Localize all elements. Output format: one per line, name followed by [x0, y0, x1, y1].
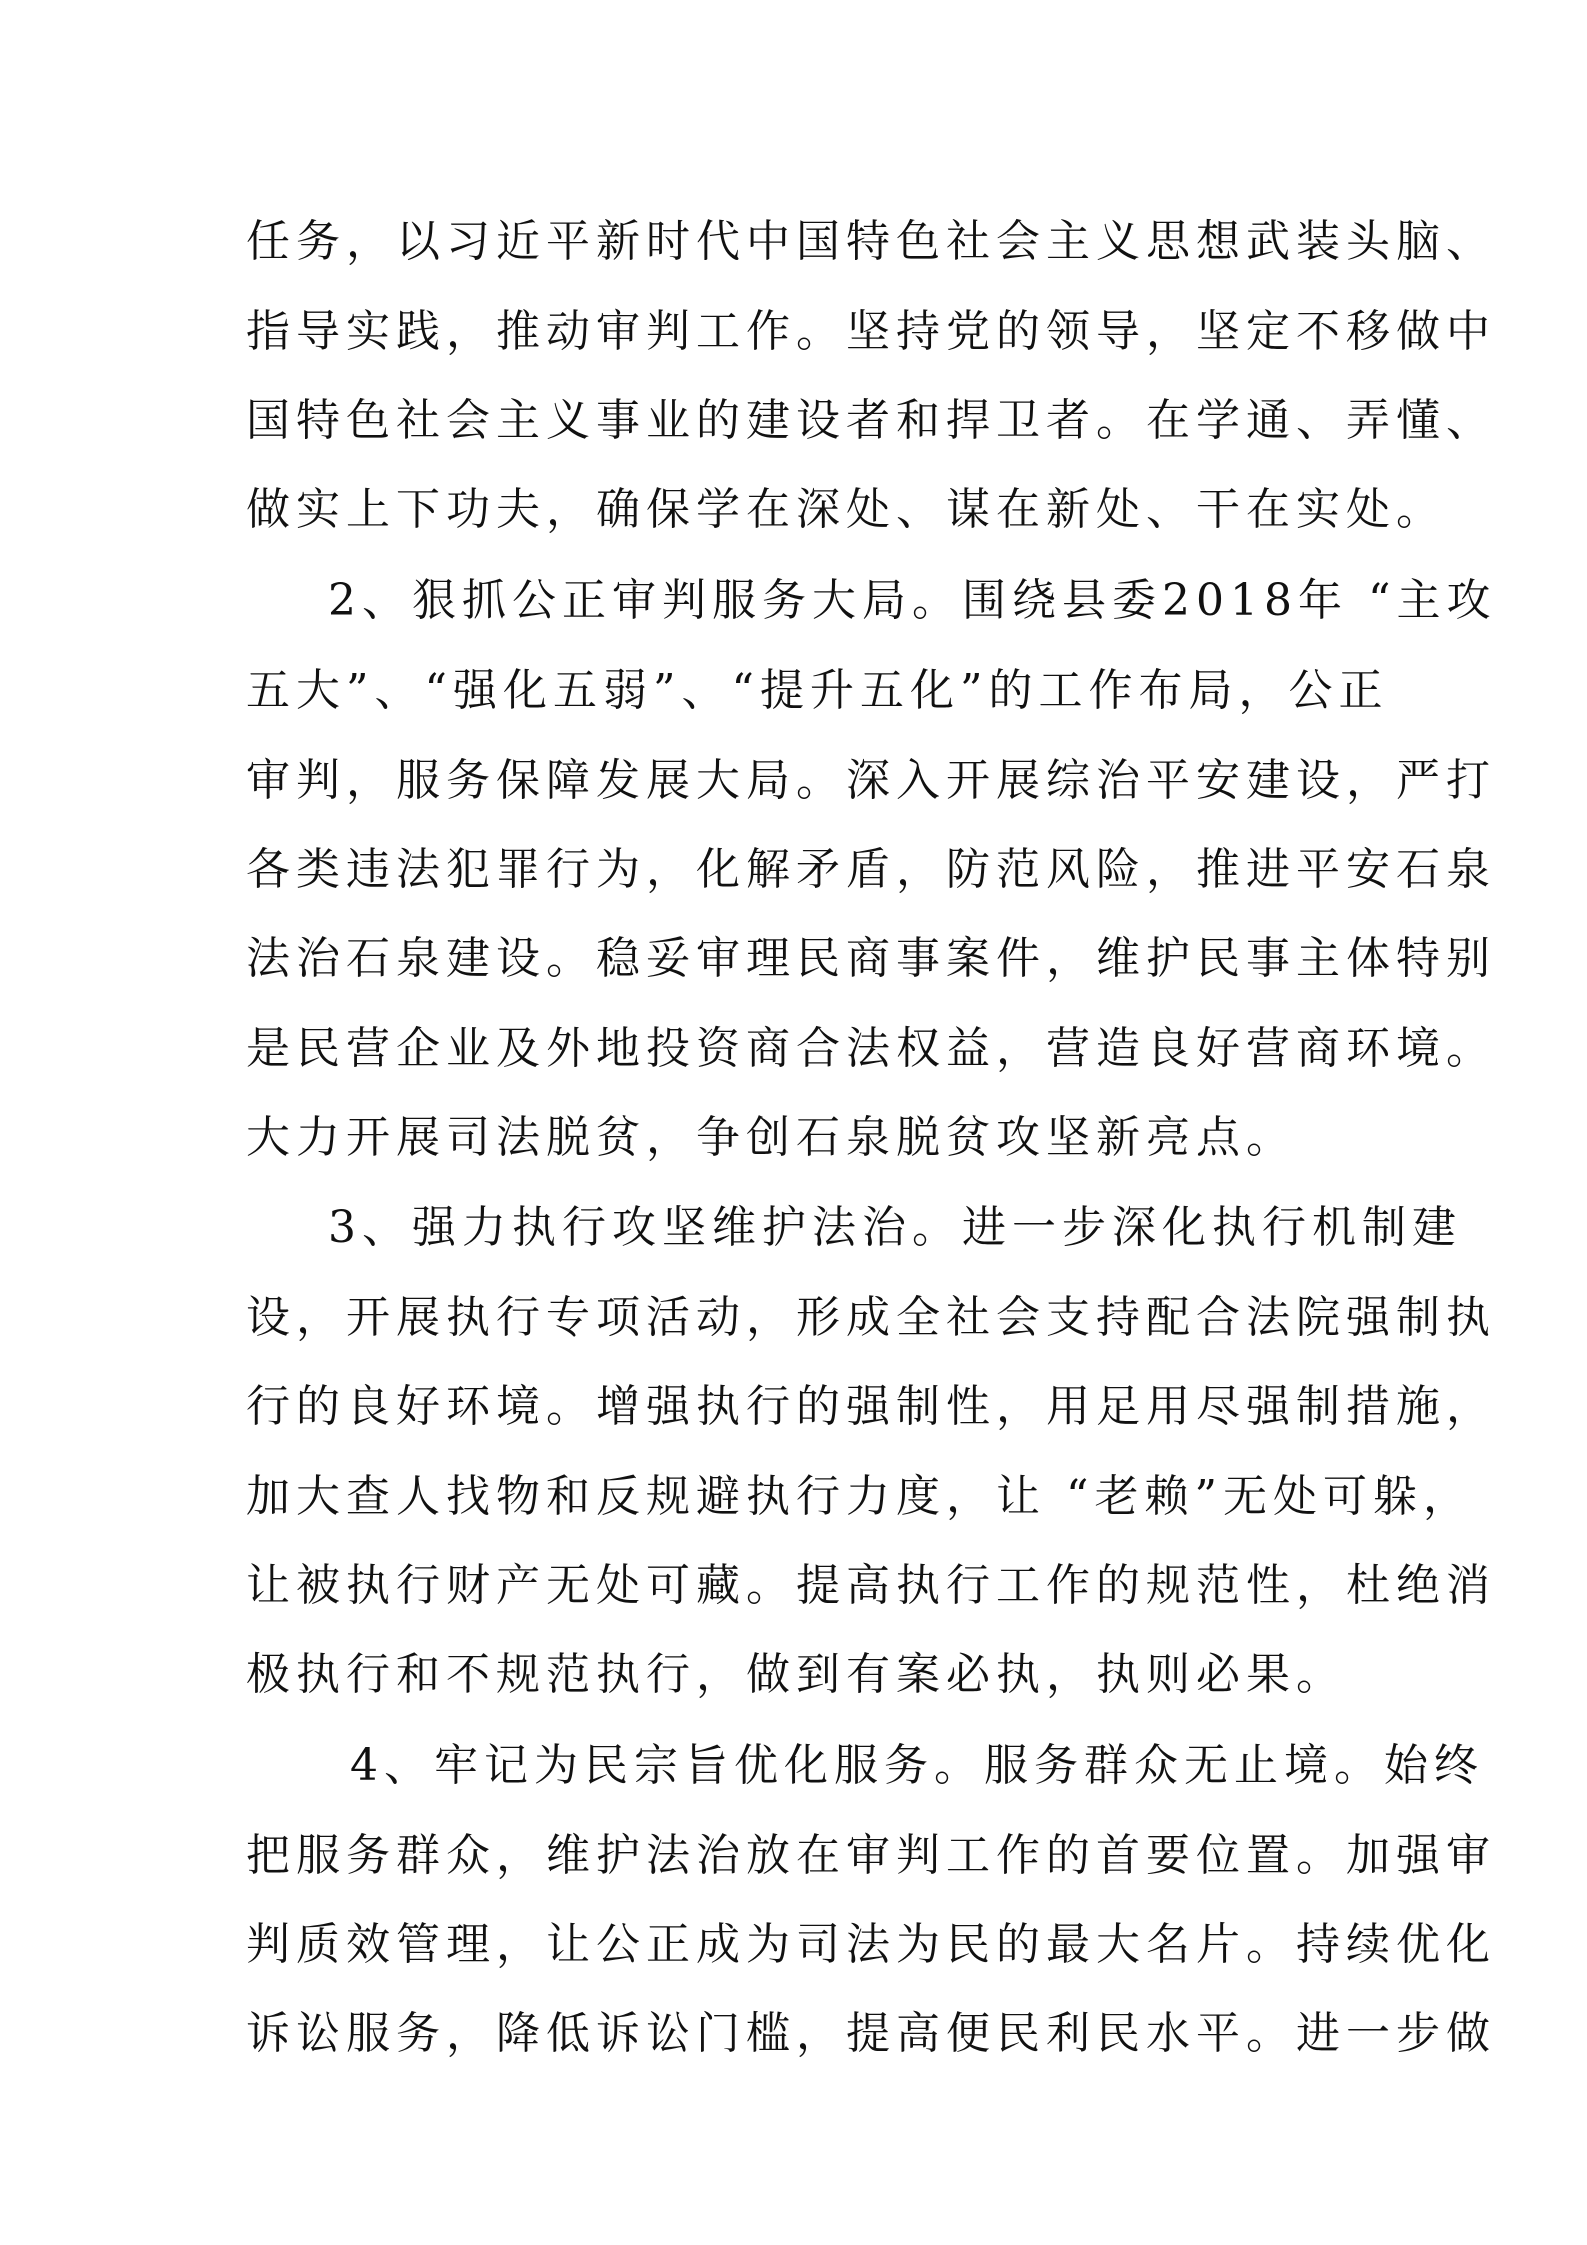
text-line: 法治石泉建设。稳妥审理民商事案件，维护民事主体特别 — [246, 933, 1496, 984]
text-line: 设，开展执行专项活动，形成全社会支持配合法院强制执 — [246, 1292, 1496, 1343]
text-line: 是民营企业及外地投资商合法权益，营造良好营商环境。 — [246, 1023, 1496, 1074]
text-line: 指导实践，推动审判工作。坚持党的领导，坚定不移做中 — [246, 306, 1496, 357]
text-line: 让被执行财产无处可藏。提高执行工作的规范性，杜绝消 — [246, 1560, 1496, 1611]
text-line: 4、牢记为民宗旨优化服务。服务群众无止境。始终 — [350, 1740, 1484, 1791]
text-line: 把服务群众，维护法治放在审判工作的首要位置。加强审 — [246, 1830, 1496, 1881]
text-line: 2、狠抓公正审判服务大局。围绕县委2018年 “主攻 — [328, 575, 1497, 626]
text-line: 审判，服务保障发展大局。深入开展综治平安建设，严打 — [246, 755, 1496, 806]
text-line: 判质效管理，让公正成为司法为民的最大名片。持续优化 — [246, 1919, 1496, 1970]
text-line: 国特色社会主义事业的建设者和捍卫者。在学通、弄懂、 — [246, 395, 1496, 446]
text-line: 五大”、“强化五弱”、“提升五化”的工作布局，公正 — [246, 665, 1389, 716]
text-line: 诉讼服务，降低诉讼门槛，提高便民利民水平。进一步做 — [246, 2008, 1496, 2059]
text-line: 各类违法犯罪行为，化解矛盾，防范风险，推进平安石泉 — [246, 844, 1496, 895]
text-line: 极执行和不规范执行，做到有案必执，执则必果。 — [246, 1649, 1346, 1700]
text-line: 大力开展司法脱贫，争创石泉脱贫攻坚新亮点。 — [246, 1112, 1296, 1163]
text-line: 加大查人找物和反规避执行力度，让 “老赖”无处可躲， — [246, 1471, 1473, 1522]
text-line: 任务，以习近平新时代中国特色社会主义思想武装头脑、 — [246, 216, 1496, 267]
text-line: 行的良好环境。增强执行的强制性，用足用尽强制措施， — [246, 1381, 1496, 1432]
text-line: 做实上下功夫，确保学在深处、谋在新处、干在实处。 — [246, 484, 1446, 535]
text-line: 3、强力执行攻坚维护法治。进一步深化执行机制建 — [328, 1202, 1462, 1253]
